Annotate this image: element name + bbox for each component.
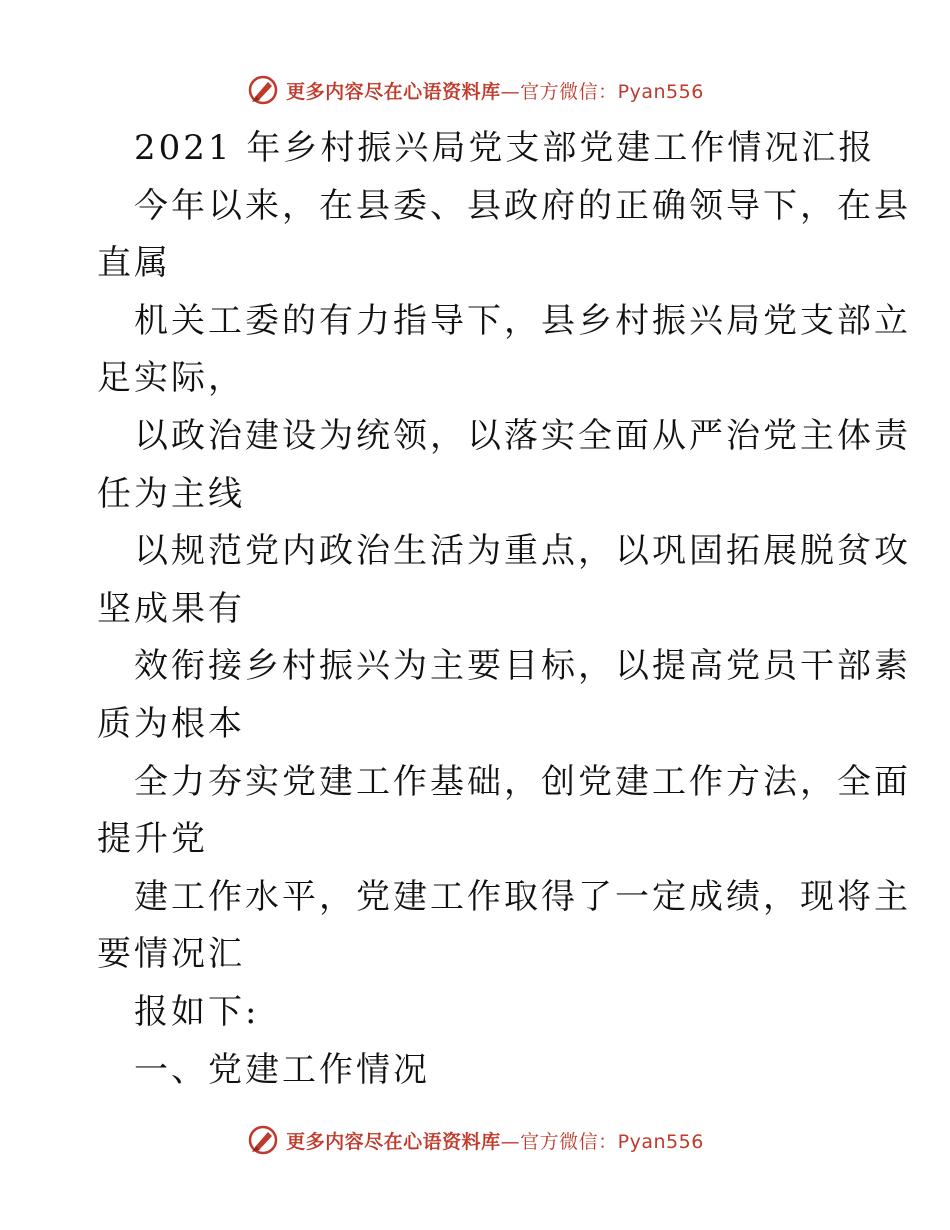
watermark-contact: —官方微信：Pyan556 (500, 80, 704, 103)
paragraph-line: 提升党 (97, 819, 208, 860)
paragraph-line: 机关工委的有力指导下，县乡村振兴局党支部立 (134, 300, 911, 341)
watermark-text (286, 1127, 704, 1154)
document-body (97, 120, 911, 1099)
paragraph-line: 质为根本 (97, 703, 245, 744)
watermark-main: 更多内容尽在心语资料库 (286, 80, 501, 103)
paragraph-line: 任为主线 (97, 473, 245, 514)
paragraph-line: 效衔接乡村振兴为主要目标，以提高党员干部素 (134, 646, 911, 687)
paragraph-line: 建工作水平，党建工作取得了一定成绩，现将主 (134, 876, 911, 917)
pen-logo-icon (246, 1123, 280, 1157)
paragraph-line: 今年以来，在县委、县政府的正确领导下，在县 (134, 185, 911, 226)
watermark-contact: —官方微信：Pyan556 (500, 1130, 704, 1153)
pen-logo-icon (246, 73, 280, 107)
watermark-main: 更多内容尽在心语资料库 (286, 1130, 501, 1153)
paragraph-line: 报如下: (134, 991, 260, 1032)
footer-watermark (0, 1122, 950, 1158)
paragraph-line: 全力夯实党建工作基础，创党建工作方法，全面 (134, 761, 911, 802)
paragraph-line: 以政治建设为统领，以落实全面从严治党主体责 (134, 415, 911, 456)
paragraph-line: 直属 (97, 243, 171, 284)
paragraph-line: 以规范党内政治生活为重点，以巩固拓展脱贫攻 (134, 531, 911, 572)
paragraph-line: 要情况汇 (97, 934, 245, 975)
header-watermark (0, 72, 950, 108)
watermark-text (286, 77, 704, 104)
document-title: 2021 年乡村振兴局党支部党建工作情况汇报 (134, 128, 876, 168)
section-heading: 一、党建工作情况 (134, 1049, 430, 1090)
paragraph-line: 足实际， (97, 358, 245, 399)
paragraph-line: 坚成果有 (97, 588, 245, 629)
